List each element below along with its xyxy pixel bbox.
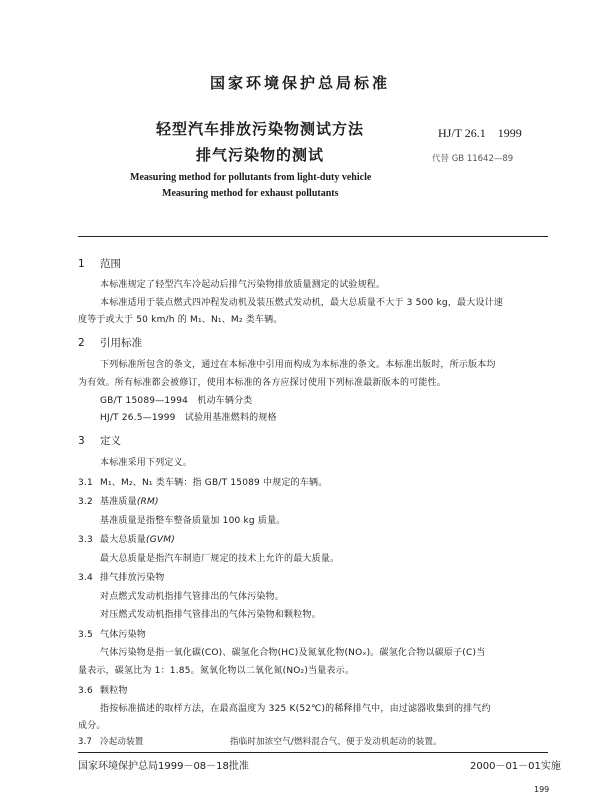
definition-3-5-text: 气体污染物是指一氧化碳(CO)、碳氢化合物(HC)及氮氧化物(NOₓ)。碳氢化合物以碳原子(C)当 <box>100 648 486 658</box>
definition-3-5-heading: 3.5 气体污染物 <box>78 630 147 640</box>
section-2-paragraph: 下列标准所包含的条文，通过在本标准中引用而构成为本标准的条文。本标准出版时，所示版本均 <box>100 360 496 370</box>
english-title-line1: Measuring method for pollutants from light-duty vehicle <box>130 172 372 183</box>
reference-item: HJ/T 26.5—1999 试验用基准燃料的规格 <box>100 413 277 423</box>
replaces-note: 代替 GB 11642—89 <box>432 154 514 164</box>
approval-date: 国家环境保护总局1999－08－18批准 <box>78 761 249 772</box>
definition-3-4-heading: 3.4 排气排放污染物 <box>78 573 165 583</box>
definition-3-2-heading: 3.2 基准质量(RM) <box>78 497 159 507</box>
issuing-agency: 国家环境保护总局标准 <box>209 74 390 92</box>
definition-3-3-heading: 3.3 最大总质量(GVM) <box>78 535 175 545</box>
definition-3-6-text: 指按标准描述的取样方法，在最高温度为 325 K(52℃)的稀释排气中，由过滤器收集到的排气约 <box>100 704 491 714</box>
section-2-paragraph: 为有效。所有标准都会被修订，使用本标准的各方应探讨使用下列标准最新版本的可能性。 <box>78 378 447 388</box>
chinese-title-line2: 排气污染物的测试 <box>195 146 324 164</box>
bottom-divider <box>78 752 548 753</box>
definition-3-5-text: 量表示，碳氢比为 1：1.85。氮氧化物以二氧化氮(NO₂)当量表示。 <box>78 666 355 676</box>
definition-3-6-heading: 3.6 颗粒物 <box>78 686 128 696</box>
english-title-line2: Measuring method for exhaust pollutants <box>162 188 339 199</box>
definition-3-1: 3.1 M₁、M₂、N₁ 类车辆：指 GB/T 15089 中规定的车辆。 <box>78 478 328 488</box>
definition-3-6-text: 成分。 <box>78 721 106 731</box>
effective-date: 2000－01－01实施 <box>470 761 561 772</box>
definition-3-3-text: 最大总质量是指汽车制造厂规定的技术上允许的最大质量。 <box>100 554 340 564</box>
definition-3-2-text: 基准质量是指整车整备质量加 100 kg 质量。 <box>100 516 286 526</box>
chinese-title-line1: 轻型汽车排放污染物测试方法 <box>155 120 364 138</box>
section-3-intro: 本标准采用下列定义。 <box>100 458 193 468</box>
section-1-paragraph: 本标准规定了轻型汽车冷起动后排气污染物排放质量测定的试验规程。 <box>100 280 386 290</box>
section-1-heading: 1 范围 <box>78 258 121 270</box>
section-1-paragraph: 度等于或大于 50 km/h 的 M₁、N₁、M₂ 类车辆。 <box>78 315 283 325</box>
definition-3-4-text: 对点燃式发动机指排气管排出的气体污染物。 <box>100 592 285 602</box>
section-1-paragraph: 本标准适用于装点燃式四冲程发动机及装压燃式发动机，最大总质量不大于 3 500 kg，最大设计速 <box>100 298 504 308</box>
top-divider <box>78 236 548 237</box>
definition-3-7-heading: 3.7 冷起动装置 <box>78 737 144 747</box>
standard-number: HJ/T 26.1 1999 <box>438 126 522 140</box>
reference-item: GB/T 15089—1994 机动车辆分类 <box>100 396 253 406</box>
section-2-heading: 2 引用标准 <box>78 337 142 349</box>
page-number: 199 <box>534 785 550 794</box>
section-3-heading: 3 定义 <box>78 435 121 447</box>
definition-3-7-text: 指临时加浓空气/燃料混合气，便于发动机起动的装置。 <box>230 737 442 747</box>
definition-3-4-text: 对压燃式发动机指排气管排出的气体污染物和颗粒物。 <box>100 610 321 620</box>
